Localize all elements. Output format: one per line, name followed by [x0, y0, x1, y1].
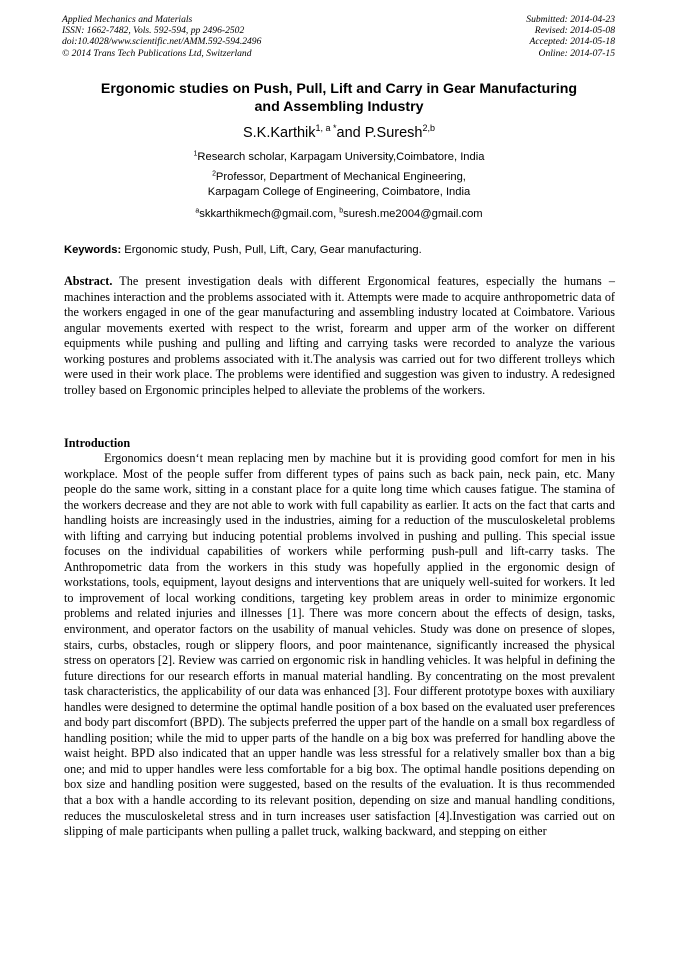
keywords — [64, 243, 616, 258]
paper-title — [40, 80, 638, 116]
author-1: S.K.Karthik — [242, 125, 316, 141]
email-a-marker: a — [195, 207, 200, 215]
abstract-label: Abstract. — [64, 274, 113, 288]
keywords-text: Ergonomic study, Push, Pull, Lift, Cary, Gear manufacturing. — [121, 244, 422, 256]
journal-name: Applied Mechanics and Materials — [62, 14, 193, 25]
email-b: suresh.me2004@gmail.com — [343, 208, 483, 220]
introduction-heading: Introduction — [64, 436, 131, 450]
affiliation-1-marker: 1 — [193, 150, 198, 158]
abstract — [64, 274, 615, 398]
affiliation-2 — [40, 170, 638, 200]
author-1-marker: 1, a * — [315, 123, 337, 134]
date-online: Online: 2014-07-15 — [538, 47, 615, 59]
journal-doi: doi:10.4028/www.scientific.net/AMM.592-594.2496 — [62, 36, 262, 48]
author-emails — [40, 207, 638, 222]
affiliation-2-marker: 2 — [212, 170, 216, 178]
date-accepted: Accepted: 2014-05-18 — [529, 36, 615, 48]
paper-title-line1: Ergonomic studies on Push, Pull, Lift and Carry in Gear Manufacturing — [100, 81, 578, 97]
paper-title-line2: and Assembling Industry — [254, 99, 424, 115]
email-a: skkarthikmech@gmail.com, — [199, 208, 340, 220]
date-revised: Revised: 2014-05-08 — [534, 25, 615, 37]
author-line — [40, 124, 638, 142]
abstract-text: The present investigation deals with different Ergonomical features, especially the humans – machines interaction and the problems associated with it. Attempts were made to acquire anthropometric data of the workers engaged in one of the gear manufacturing and assembling industry located at Coimbatore. Various angular movements exerted with respect to the wrist, forearm and upper arm of the worker on different equipments while pushing and pulling and lifting and carrying tasks were recorded to analyze the various working postures and problems associated with it.The analysis was carried out for two different trolleys which were used in their work place. The problems were identified and suggestion was given to industry. A redesigned trolley based on Ergonomic principles helped to alleviate the problems of the workers. — [64, 274, 615, 397]
journal-copyright: © 2014 Trans Tech Publications Ltd, Switzerland — [62, 47, 252, 59]
author-2-marker: 2,b — [422, 123, 435, 134]
introduction-text: Ergonomics doesn‘t mean replacing men by machine but it is providing good comfort for men in his workplace. Most of the people suffer from different types of pains such as back pain, neck pain, etc. Many people do the same work, sitting in a constant place for a quite long time which causes fatigue. The stamina of the workers decrease and they are not able to work with full capability as earlier. It acts on the fact that carts and handling hoists are increasingly used in the industries, aiming for a reduction of the musculoskeletal problems with lifting and carrying but inducing potential problems involved in pushing and pulling. This special issue focuses on the individual capabilities of workers while performing push-pull and lift-carry tasks. The Anthropometric data from the workers in this study was hopefully applied in the ergonomic design of workstations, tools, equipment, layout designs and interventions that are uniquely well-suited for workers. It led to improvement of local working conditions, targeting key problem areas in order to minimize ergonomic problems and related injuries and illnesses [1]. There was more concern about the effects of design, tasks, environment, and operator factors on the usability of manual vehicles. Study was done on presence of slopes, stairs, curbs, obstacles, rough or slippery floors, and poor maintenance, significantly increased the physical stress on operators [2]. Review was carried on ergonomic risk in handling vehicles. It was helpful in defining the future directions for our research efforts in manual material handling. By concentrating on the most prevalent task characteristics, the applicability of our data was enhanced [3]. Four different prototype boxes with auxiliary handles were designed to determine the optimal handle position of a box based on the evaluated user preferences and body part discomfort (BPD). The subjects preferred the upper part of the handle on a small box regardless of handling position; while the mid to upper parts of the handle on a big box was preferred for handling above the waist height. BPD also indicated that an upper handle was less stressful for a relatively smaller box than a big one; and mid to upper handles were less comfortable for a big box. The optimal handle positions depending on box size and handling position were suggested, based on the results of the evaluation. It is thus recommended that a box with a handle according to its relevant position, depending on size and manual handling conditions, reduces the musculoskeletal stress and in turn increases user satisfaction [4].Investigation was carried out on slipping of male participants when pulling a pallet truck, walking backward, and stepping on either — [64, 451, 615, 839]
email-b-marker: b — [339, 207, 344, 215]
affiliation-2-line2: Karpagam College of Engineering, Coimbatore, India — [207, 186, 471, 198]
affiliation-1-text: Research scholar, Karpagam University,Coimbatore, India — [197, 151, 485, 163]
affiliation-2-line1: Professor, Department of Mechanical Engineering, — [215, 171, 466, 183]
affiliation-1 — [40, 150, 638, 165]
journal-header-right — [526, 14, 615, 59]
journal-header-left — [62, 14, 261, 59]
journal-issn: ISSN: 1662-7482, Vols. 592-594, pp 2496-2502 — [62, 25, 245, 37]
author-joiner: and P.Suresh — [336, 125, 423, 141]
keywords-label: Keywords: — [64, 244, 122, 256]
date-submitted: Submitted: 2014-04-23 — [526, 14, 615, 25]
